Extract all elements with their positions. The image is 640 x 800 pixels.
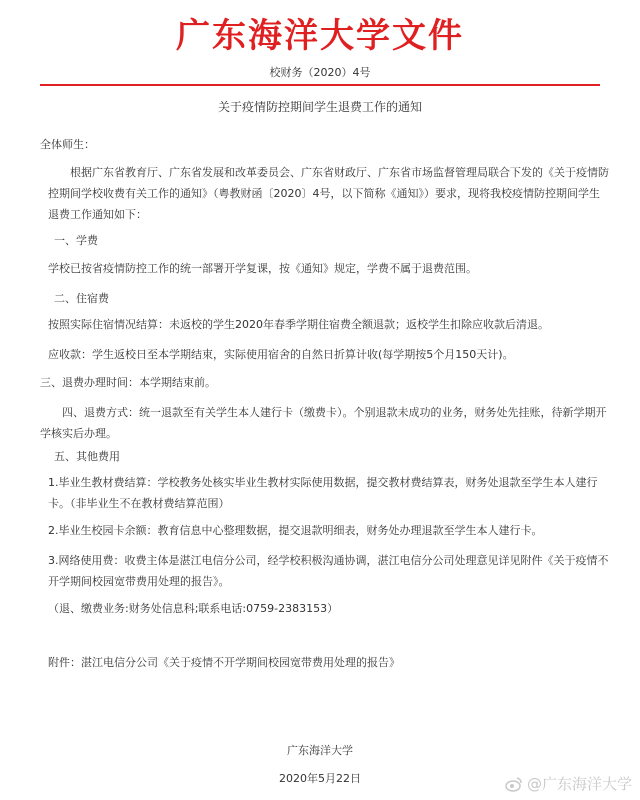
section-2-title: 二、住宿费 xyxy=(54,292,109,305)
header-red-rule xyxy=(40,84,600,86)
notice-subject: 关于疫情防控期间学生退费工作的通知 xyxy=(217,100,422,114)
intro-paragraph xyxy=(48,162,610,225)
weibo-watermark xyxy=(505,773,632,794)
section-1-body: 学校已按省疫情防控工作的统一部署开学复课，按《通知》规定，学费不属于退费范围。 xyxy=(48,262,477,275)
section-3: 三、退费办理时间：本学期结束前。 xyxy=(40,376,216,389)
document-number: 校财务（2020）4号 xyxy=(269,66,371,79)
section-5-item-3: 3.网络使用费：收费主体是湛江电信分公司，经学校积极沟通协调，湛江电信分公司处理意见详见附件《关于疫情不开学期间校园宽带费用处理的报告》。 xyxy=(48,554,609,588)
attachment-line: 附件：湛江电信分公司《关于疫情不开学期间校园宽带费用处理的报告》 xyxy=(48,656,400,669)
section-5-item-2: 2.毕业生校园卡余额：教育信息中心整理数据，提交退款明细表，财务处办理退款至学生本人建行卡。 xyxy=(48,524,543,537)
intro-text: 根据广东省教育厅、广东省发展和改革委员会、广东省财政厅、广东省市场监督管理局联合下发的《关于疫情防控期间学校收费有关工作的通知》（粤教财函〔2020〕4号，以下简称《通知》）要求，现将我校疫情防控期间学生退费工作通知如下： xyxy=(48,166,609,221)
signature-date: 2020年5月22日 xyxy=(279,772,361,785)
section-5-item-1: 1.毕业生教材费结算：学校教务处核实毕业生教材实际使用数据，提交教材费结算表，财务处退款至学生本人建行卡。（非毕业生不在教材费结算范围） xyxy=(48,476,598,510)
section-4 xyxy=(40,402,610,444)
signature-org: 广东海洋大学 xyxy=(287,744,353,757)
section-2-body-1: 按照实际住宿情况结算：未返校的学生2020年春季学期住宿费全额退款；返校学生扣除应收款后清退。 xyxy=(48,318,549,331)
weibo-icon xyxy=(505,776,523,792)
section-2-body-2: 应收款：学生返校日至本学期结束，实际使用宿舍的自然日折算计收(每学期按5个月150天计)。 xyxy=(48,348,514,361)
contact-info: （退、缴费业务:财务处信息科;联系电话:0759-2383153） xyxy=(48,602,339,615)
section-1-title: 一、学费 xyxy=(54,234,98,247)
section-4-text: 四、退费方式：统一退款至有关学生本人建行卡（缴费卡）。个别退款未成功的业务，财务处先挂账，待新学期开学核实后办理。 xyxy=(40,406,607,440)
watermark-text: @广东海洋大学 xyxy=(526,775,632,793)
salutation: 全体师生： xyxy=(40,138,95,151)
section-5-title: 五、其他费用 xyxy=(54,450,120,463)
document-header-title: 广东海洋大学文件 xyxy=(176,16,464,56)
